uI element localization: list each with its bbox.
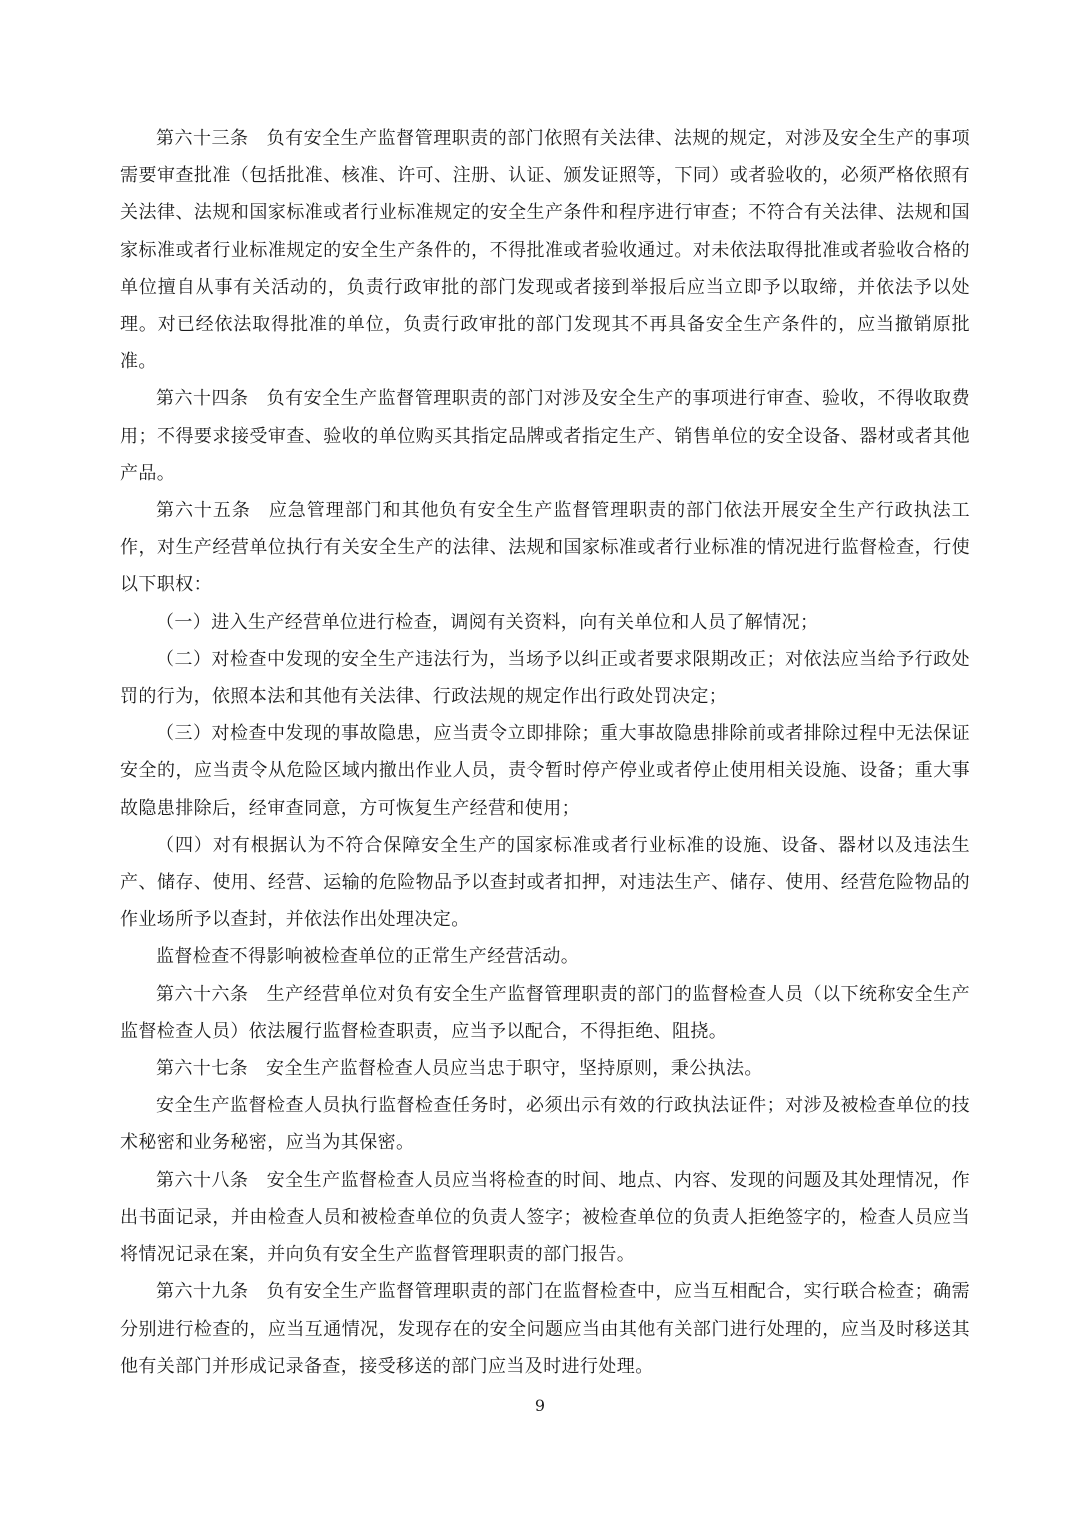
article-text: 安全生产监督检查人员应当将检查的时间、地点、内容、发现的问题及其处理情况，作出书面记录，并由检查人员和被检查单位的负责人签字；被检查单位的负责人拒绝签字的，检查人员应当将情况记录在案，并向负有安全生产监督管理职责的部门报告。	[120, 1169, 970, 1266]
article-number: 第六十五条	[156, 500, 251, 522]
article-67-second-paragraph	[120, 1087, 970, 1161]
item-text: （一）进入生产经营单位进行检查，调阅有关资料，向有关单位和人员了解情况；	[156, 611, 819, 633]
article-text: 应急管理部门和其他负有安全生产监督管理职责的部门依法开展安全生产行政执法工作，对生产经营单位执行有关安全生产的法律、法规和国家标准或者行业标准的情况进行监督检查，行使以下职权：	[120, 500, 971, 596]
article-number: 第六十六条	[156, 983, 249, 1005]
article-text: 负有安全生产监督管理职责的部门依照有关法律、法规的规定，对涉及安全生产的事项需要审查批准（包括批准、核准、许可、注册、认证、颁发证照等，下同）或者验收的，必须严格依照有关法律、法规和国家标准或者行业标准规定的安全生产条件和程序进行审查；不符合有关法律、法规和国家标准或者行业标准规定的安全生产条件的，不得批准或者验收通过。对未依法取得批准或者验收合格的单位擅自从事有关活动的，负责行政审批的部门发现或者接到举报后应当立即予以取缔，并依法予以处理。对已经依法取得批准的单位，负责行政审批的部门发现其不再具备安全生产条件的，应当撤销原批准。	[120, 128, 970, 373]
paragraph-text: 监督检查不得影响被检查单位的正常生产经营活动。	[156, 946, 580, 968]
article-text: 负有安全生产监督管理职责的部门对涉及安全生产的事项进行审查、验收，不得收取费用；不得要求接受审查、验收的单位购买其指定品牌或者指定生产、销售单位的安全设备、器材或者其他产品。	[120, 388, 970, 484]
item-text: （四）对有根据认为不符合保障安全生产的国家标准或者行业标准的设施、设备、器材以及违法生产、储存、使用、经营、运输的危险物品予以查封或者扣押，对违法生产、储存、使用、经营危险物品的作业场所予以查封，并依法作出处理决定。	[120, 834, 970, 931]
page-number: 9	[534, 1396, 546, 1415]
article-65-paragraph	[120, 492, 970, 604]
article-63-paragraph	[120, 120, 970, 380]
article-number: 第六十九条	[156, 1281, 249, 1303]
page-body	[120, 120, 970, 1385]
article-text: 安全生产监督检查人员应当忠于职守，坚持原则，秉公执法。	[266, 1058, 763, 1080]
paragraph-text: 安全生产监督检查人员执行监督检查任务时，必须出示有效的行政执法证件；对涉及被检查单位的技术秘密和业务秘密，应当为其保密。	[120, 1095, 970, 1154]
article-65-closing-paragraph	[120, 938, 970, 975]
article-64-paragraph	[120, 380, 970, 492]
article-text: 负有安全生产监督管理职责的部门在监督检查中，应当互相配合，实行联合检查；确需分别进行检查的，应当互通情况，发现存在的安全问题应当由其他有关部门进行处理的，应当及时移送其他有关部门并形成记录备查，接受移送的部门应当及时进行处理。	[120, 1281, 970, 1377]
item-text: （三）对检查中发现的事故隐患，应当责令立即排除；重大事故隐患排除前或者排除过程中无法保证安全的，应当责令从危险区域内撤出作业人员，责令暂时停产停业或者停止使用相关设施、设备；重大事故隐患排除后，经审查同意，方可恢复生产经营和使用；	[120, 723, 970, 819]
article-number: 第六十四条	[156, 388, 249, 410]
article-number: 第六十七条	[156, 1058, 248, 1080]
article-66-paragraph	[120, 976, 970, 1050]
item-text: （二）对检查中发现的安全生产违法行为，当场予以纠正或者要求限期改正；对依法应当给予行政处罚的行为，依照本法和其他有关法律、行政法规的规定作出行政处罚决定；	[120, 648, 970, 708]
article-65-item-3	[120, 715, 970, 827]
article-number: 第六十八条	[156, 1169, 249, 1191]
article-67-paragraph	[120, 1050, 970, 1087]
article-65-item-2	[120, 641, 970, 715]
article-65-item-1	[120, 604, 970, 641]
article-number: 第六十三条	[156, 128, 249, 149]
article-68-paragraph	[120, 1162, 970, 1274]
article-text: 生产经营单位对负有安全生产监督管理职责的部门的监督检查人员（以下统称安全生产监督检查人员）依法履行监督检查职责，应当予以配合，不得拒绝、阻挠。	[120, 983, 970, 1042]
article-65-item-4	[120, 827, 970, 939]
article-69-paragraph	[120, 1273, 970, 1385]
